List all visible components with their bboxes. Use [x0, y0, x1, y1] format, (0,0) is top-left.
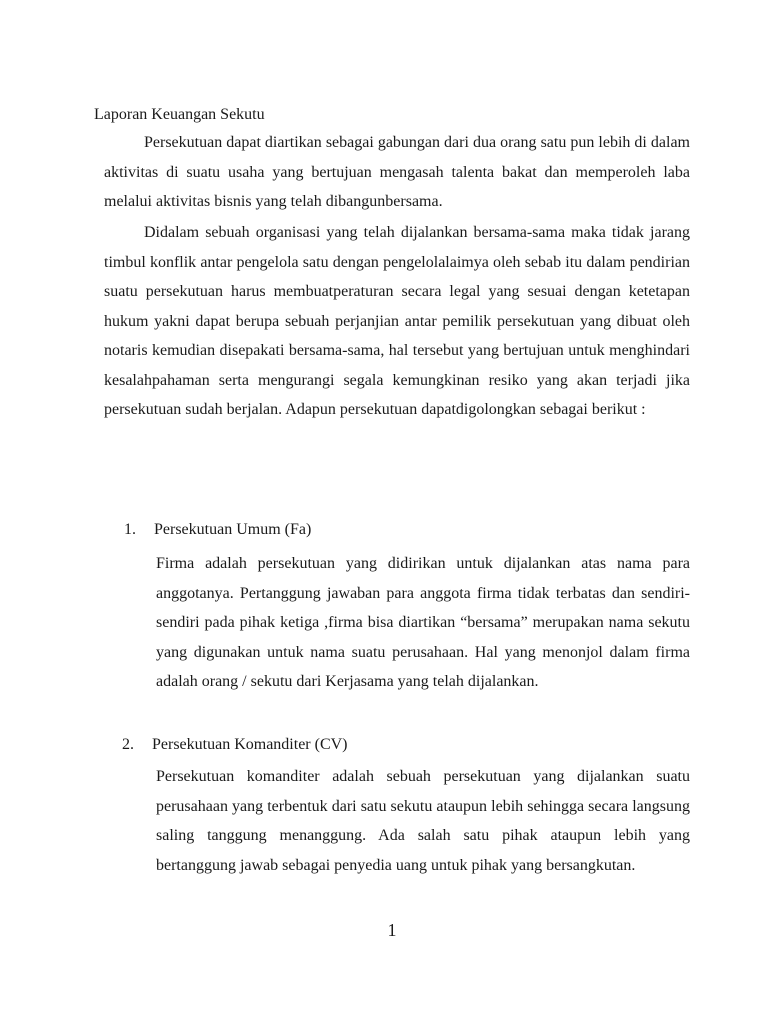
list-item-heading-1: [124, 515, 311, 545]
list-item-title-1: Persekutuan Umum (Fa): [154, 521, 312, 538]
list-item-number-2: 2.: [122, 736, 134, 753]
list-item-title-2: Persekutuan Komanditer (CV): [152, 736, 348, 753]
paragraph-conflict: Didalam sebuah organisasi yang telah dijalankan bersama-sama maka tidak jarang timbul konflik antar pengelola satu dengan pengelolalaimya oleh sebab itu dalam pendirian suatu persekutuan harus membuatperaturan secara legal yang sesuai dengan ketetapan hukum yakni dapat berupa sebuah perjanjian antar pemilik persekutuan yang dibuat oleh notaris kemudian disepakati bersama-sama, hal tersebut yang bertujuan untuk menghindari kesalahpahaman serta mengurangi segala kemungkinan resiko yang akan terjadi jika persekutuan sudah berjalan. Adapun persekutuan dapatdigolongkan sebagai berikut :: [104, 224, 690, 418]
page-number: 1: [387, 920, 397, 940]
list-item-number-1: 1.: [124, 521, 136, 538]
list-item-body-2: Persekutuan komanditer adalah sebuah persekutuan yang dijalankan suatu perusahaan yang terbentuk dari satu sekutu ataupun lebih sehingga secara langsung saling tanggung menanggung. Ada salah satu pihak ataupun lebih yang bertanggung jawab sebagai penyedia uang untuk pihak yang bersangkutan.: [156, 768, 690, 874]
document-title: Laporan Keuangan Sekutu: [94, 106, 265, 123]
list-item-heading-2: [122, 730, 348, 760]
list-item-body-1: Firma adalah persekutuan yang didirikan untuk dijalankan atas nama para anggotanya. Pertanggung jawaban para anggota firma tidak terbatas dan sendiri-sendiri pada pihak ketiga ,firma bisa diartikan “bersama” merupakan nama sekutu yang digunakan untuk nama suatu perusahaan. Hal yang menonjol dalam firma adalah orang / sekutu dari Kerjasama yang telah dijalankan.: [156, 555, 690, 690]
paragraph-intro: Persekutuan dapat diartikan sebagai gabungan dari dua orang satu pun lebih di dalam aktivitas di suatu usaha yang bertujuan mengasah talenta bakat dan memperoleh laba melalui aktivitas bisnis yang telah dibangunbersama.: [104, 134, 690, 210]
